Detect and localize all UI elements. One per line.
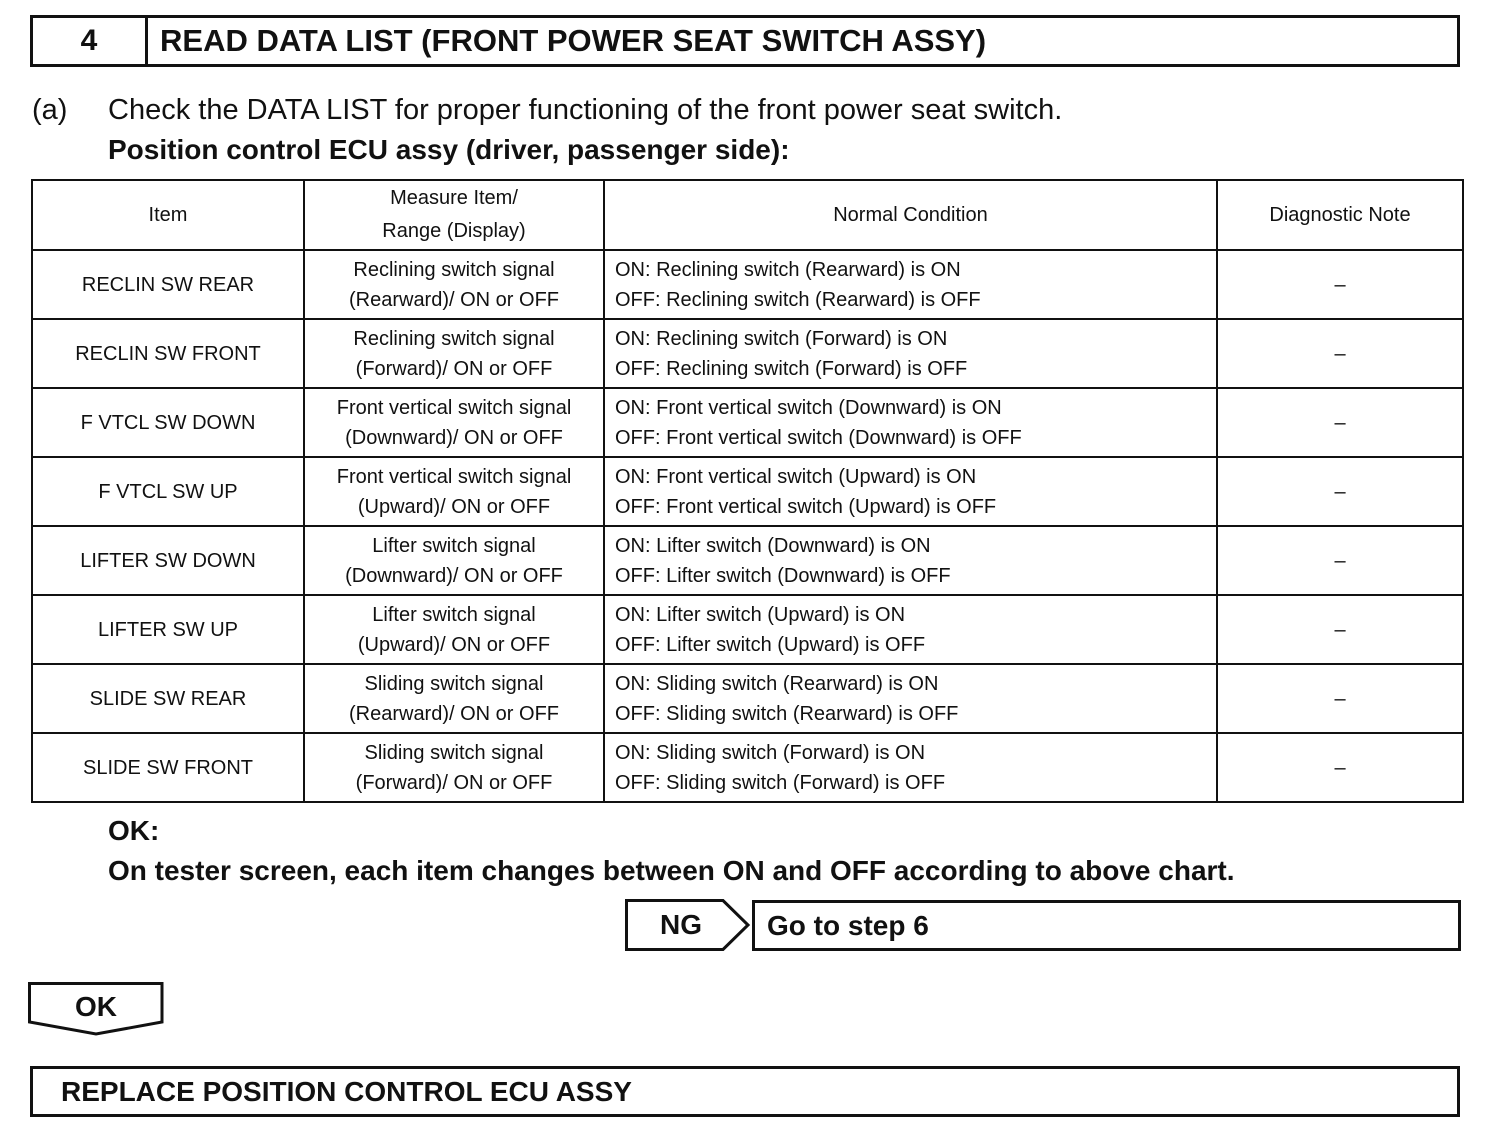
table-row	[32, 250, 1463, 319]
measure-cell	[304, 250, 604, 319]
normal-off-line: OFF: Sliding switch (Forward) is OFF	[615, 771, 946, 794]
item-cell: F VTCL SW UP	[32, 457, 304, 526]
measure-line2: (Upward)/ ON or OFF	[357, 495, 551, 518]
diagnostic-note-cell: –	[1217, 319, 1463, 388]
measure-cell	[304, 457, 604, 526]
normal-condition-cell	[604, 526, 1217, 595]
instruction-text: Check the DATA LIST for proper functioning of the front power seat switch.	[108, 94, 1063, 126]
measure-cell	[304, 733, 604, 802]
measure-cell	[304, 595, 604, 664]
normal-on-line: ON: Sliding switch (Forward) is ON	[615, 741, 926, 764]
table-header-row	[32, 180, 1463, 250]
item-cell: SLIDE SW REAR	[32, 664, 304, 733]
item-cell: SLIDE SW FRONT	[32, 733, 304, 802]
normal-on-line: ON: Reclining switch (Rearward) is ON	[615, 258, 961, 281]
table-row	[32, 526, 1463, 595]
item-cell: RECLIN SW REAR	[32, 250, 304, 319]
header-measure-line1: Measure Item/	[390, 187, 518, 209]
normal-condition-cell	[604, 250, 1217, 319]
diagnostic-note-cell: –	[1217, 733, 1463, 802]
normal-off-line: OFF: Reclining switch (Rearward) is OFF	[615, 288, 981, 311]
table-row	[32, 388, 1463, 457]
header-measure-line2: Range (Display)	[382, 220, 526, 242]
header-measure-item	[304, 180, 604, 250]
measure-line1: Sliding switch signal	[364, 741, 544, 764]
table-row	[32, 733, 1463, 802]
normal-off-line: OFF: Reclining switch (Forward) is OFF	[615, 357, 968, 380]
normal-off-line: OFF: Lifter switch (Upward) is OFF	[615, 633, 926, 656]
ok-condition-label: OK:	[108, 815, 160, 846]
ok-branch-label: OK	[75, 991, 117, 1022]
normal-off-line: OFF: Sliding switch (Rearward) is OFF	[615, 702, 959, 725]
header-diagnostic-note: Diagnostic Note	[1217, 180, 1463, 250]
normal-condition-cell	[604, 388, 1217, 457]
table-body	[32, 250, 1463, 802]
diagnostic-note-cell: –	[1217, 526, 1463, 595]
normal-condition-cell	[604, 733, 1217, 802]
measure-line2: (Downward)/ ON or OFF	[345, 426, 563, 449]
diagnostic-note-cell: –	[1217, 388, 1463, 457]
table-row	[32, 457, 1463, 526]
measure-line1: Sliding switch signal	[364, 672, 544, 695]
header-item: Item	[32, 180, 304, 250]
diagnostic-note-cell: –	[1217, 250, 1463, 319]
measure-line2: (Forward)/ ON or OFF	[355, 771, 553, 794]
measure-line2: (Upward)/ ON or OFF	[357, 633, 551, 656]
table-row	[32, 319, 1463, 388]
measure-cell	[304, 388, 604, 457]
normal-on-line: ON: Sliding switch (Rearward) is ON	[615, 672, 939, 695]
normal-off-line: OFF: Front vertical switch (Downward) is OFF	[615, 426, 1022, 449]
normal-on-line: ON: Reclining switch (Forward) is ON	[615, 327, 948, 350]
item-cell: RECLIN SW FRONT	[32, 319, 304, 388]
normal-condition-cell	[604, 319, 1217, 388]
diagnostic-note-cell: –	[1217, 664, 1463, 733]
measure-line2: (Rearward)/ ON or OFF	[348, 288, 560, 311]
measure-line2: (Rearward)/ ON or OFF	[348, 702, 560, 725]
measure-line1: Lifter switch signal	[372, 603, 536, 626]
item-cell: LIFTER SW DOWN	[32, 526, 304, 595]
data-list-table	[31, 179, 1464, 803]
instruction-label: (a)	[32, 94, 68, 126]
item-cell: F VTCL SW DOWN	[32, 388, 304, 457]
measure-line1: Reclining switch signal	[353, 258, 555, 281]
replace-step-box: REPLACE POSITION CONTROL ECU ASSY	[30, 1066, 1460, 1117]
item-cell: LIFTER SW UP	[32, 595, 304, 664]
normal-condition-cell	[604, 457, 1217, 526]
table-row	[32, 664, 1463, 733]
table-row	[32, 595, 1463, 664]
measure-line1: Lifter switch signal	[372, 534, 536, 557]
measure-cell	[304, 319, 604, 388]
measure-line1: Front vertical switch signal	[336, 396, 572, 419]
normal-on-line: ON: Lifter switch (Upward) is ON	[615, 603, 906, 626]
go-to-step-box[interactable]: Go to step 6	[752, 900, 1461, 951]
diagnostic-note-cell: –	[1217, 595, 1463, 664]
measure-line1: Reclining switch signal	[353, 327, 555, 350]
step-number: 4	[33, 18, 148, 64]
normal-off-line: OFF: Front vertical switch (Upward) is OFF	[615, 495, 997, 518]
normal-condition-cell	[604, 595, 1217, 664]
measure-line2: (Downward)/ ON or OFF	[345, 564, 563, 587]
step-header	[30, 15, 1460, 67]
measure-cell	[304, 664, 604, 733]
ng-label: NG	[660, 909, 702, 940]
normal-condition-cell	[604, 664, 1217, 733]
normal-on-line: ON: Front vertical switch (Downward) is ON	[615, 396, 1002, 419]
header-normal-condition: Normal Condition	[604, 180, 1217, 250]
normal-on-line: ON: Front vertical switch (Upward) is ON	[615, 465, 977, 488]
measure-line1: Front vertical switch signal	[336, 465, 572, 488]
measure-line2: (Forward)/ ON or OFF	[355, 357, 553, 380]
measure-cell	[304, 526, 604, 595]
normal-off-line: OFF: Lifter switch (Downward) is OFF	[615, 564, 951, 587]
ok-condition-text: On tester screen, each item changes between ON and OFF according to above chart.	[108, 855, 1235, 886]
instruction-subtitle: Position control ECU assy (driver, passenger side):	[108, 134, 790, 165]
diagnostic-note-cell: –	[1217, 457, 1463, 526]
step-title: READ DATA LIST (FRONT POWER SEAT SWITCH ASSY)	[160, 23, 987, 58]
normal-on-line: ON: Lifter switch (Downward) is ON	[615, 534, 931, 557]
